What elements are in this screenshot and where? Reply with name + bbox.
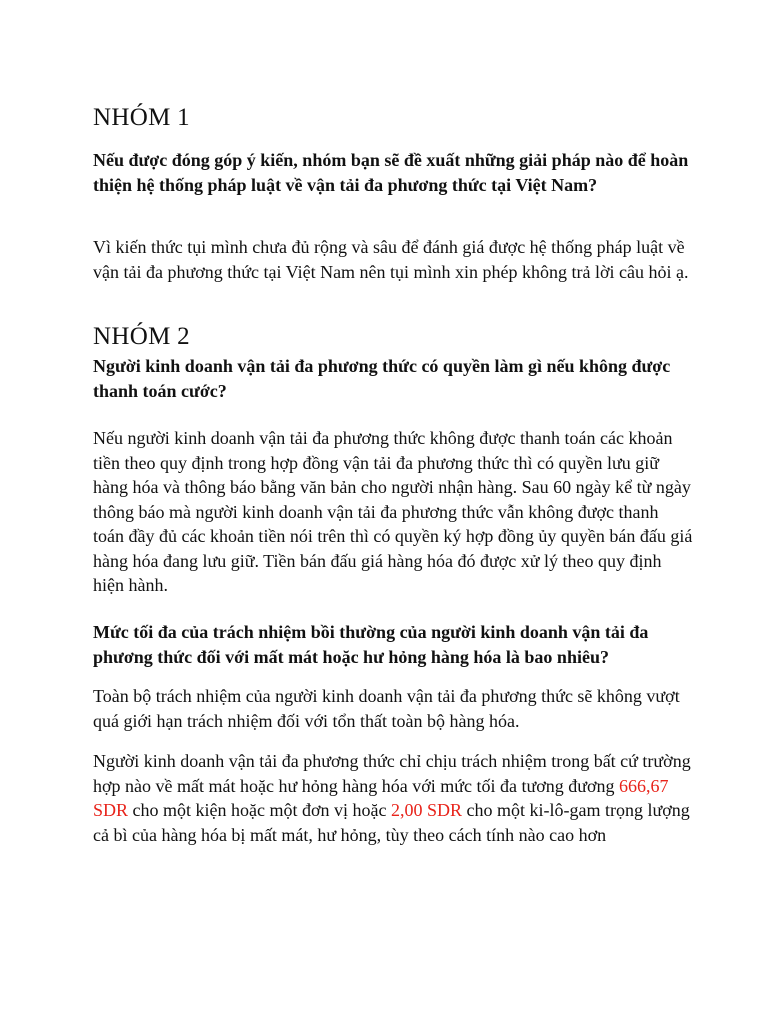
group2-answer2a: Toàn bộ trách nhiệm của người kinh doanh vận tải đa phương thức sẽ không vượt quá giới hạn trách nhiệm đối với tổn thất toàn bộ hàng hóa. (93, 686, 680, 731)
answer2b-text-part2: cho một kiện hoặc một đơn vị hoặc (128, 800, 391, 820)
group1-heading: NHÓM 1 (93, 104, 190, 131)
amount-per-package: 666,67 SDR (93, 775, 669, 820)
answer2b-text-part3: cho một ki-lô-gam trọng lượng cả bì của hàng hóa bị mất mát, hư hỏng, tùy theo cách tính nào cao hơn (93, 800, 690, 845)
answer2b-text-part1: Người kinh doanh vận tải đa phương thức chỉ chịu trách nhiệm trong bất cứ trường hợp nào về mất mát hoặc hư hỏng hàng hóa với mức tối đa tương đương (93, 751, 691, 796)
amount-per-kilogram: 2,00 SDR (390, 800, 462, 820)
group2-question1: Người kinh doanh vận tải đa phương thức có quyền làm gì nếu không được thanh toán cước? (93, 356, 671, 401)
group1-question: Nếu được đóng góp ý kiến, nhóm bạn sẽ đề xuất những giải pháp nào để hoàn thiện hệ thống pháp luật về vận tải đa phương thức tại Việt Nam? (93, 150, 689, 195)
group2-answer2b (93, 749, 693, 847)
group2-answer1: Nếu người kinh doanh vận tải đa phương thức không được thanh toán các khoản tiền theo quy định trong hợp đồng vận tải đa phương thức thì có quyền lưu giữ hàng hóa và thông báo bằng văn bản cho người nhận hàng. Sau 60 ngày kể từ ngày thông báo mà người kinh doanh vận tải đa phương thức vẫn không được thanh toán đầy đủ các khoản tiền nói trên thì có quyền ký hợp đồng ủy quyền bán đấu giá hàng hóa đang lưu giữ. Tiền bán đấu giá hàng hóa đó được xử lý theo quy định hiện hành. (93, 428, 693, 595)
group2-question2: Mức tối đa của trách nhiệm bồi thường của người kinh doanh vận tải đa phương thức đối với mất mát hoặc hư hỏng hàng hóa là bao nhiêu? (93, 622, 649, 667)
group2-heading: NHÓM 2 (93, 323, 190, 350)
group1-answer: Vì kiến thức tụi mình chưa đủ rộng và sâu để đánh giá được hệ thống pháp luật về vận tải đa phương thức tại Việt Nam nên tụi mình xin phép không trả lời câu hỏi ạ. (93, 237, 689, 282)
